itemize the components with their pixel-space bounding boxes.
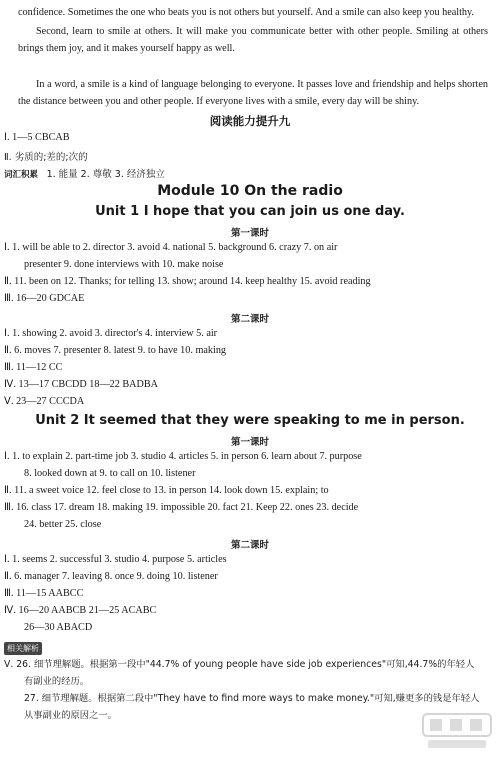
vocabulary-line xyxy=(4,166,165,180)
unit2-l2-answer-3: Ⅲ. 11—15 AABCC xyxy=(4,588,84,599)
unit1-l1-answer-2: presenter 9. done interviews with 10. make noise xyxy=(24,259,224,270)
unit1-lesson1-label: 第一课时 xyxy=(230,228,269,239)
reading-answer-2: Ⅱ. 劣质的;差的;次的 xyxy=(4,152,88,163)
unit1-l1-answer-4: Ⅲ. 16—20 GDCAE xyxy=(4,293,85,304)
unit2-l2-answer-1: Ⅰ. 1. seems 2. successful 3. studio 4. purpose 5. articles xyxy=(4,554,227,565)
unit1-lesson2-label: 第二课时 xyxy=(230,314,269,325)
unit2-l2-answer-2: Ⅱ. 6. manager 7. leaving 8. once 9. doing 10. listener xyxy=(4,571,218,582)
watermark-logo-icon xyxy=(422,713,492,751)
unit1-l2-answer-3: Ⅲ. 11—12 CC xyxy=(4,362,63,373)
unit1-l2-answer-2: Ⅱ. 6. moves 7. presenter 8. latest 9. to have 10. making xyxy=(4,345,227,356)
paragraph-2: Second, learn to smile at others. It will make you communicate better with other people. Smiling at others brings them joy, and it makes yourself happy as well. xyxy=(18,26,488,54)
unit2-l2-answer-5: 26—30 ABACD xyxy=(24,622,93,633)
unit1-title: Unit 1 I hope that you can join us one day. xyxy=(95,204,405,219)
reading-section-title: 阅读能力提升九 xyxy=(209,114,291,128)
analysis-26-line-2: 有副业的经历。 xyxy=(24,676,90,687)
unit1-l2-answer-4: Ⅳ. 13—17 CBCDD 18—22 BADBA xyxy=(4,379,159,390)
module-title: Module 10 On the radio xyxy=(157,183,343,199)
unit2-l1-answer-3: Ⅱ. 11. a sweet voice 12. feel close to 13. in person 14. look down 15. explain; to xyxy=(4,485,329,496)
unit2-lesson1-label: 第一课时 xyxy=(230,437,269,448)
unit1-l2-answer-1: Ⅰ. 1. showing 2. avoid 3. director's 4. interview 5. air xyxy=(4,328,218,339)
analysis-27-line-1: 27. 细节理解题。根据第二段中"They have to find more ways to make money."可知,赚更多的钱是年轻人 xyxy=(24,693,480,704)
paragraph-1: confidence. Sometimes the one who beats you is not others but yourself. And a smile can also keep you healthy. xyxy=(18,7,474,18)
unit2-l1-answer-5: 24. better 25. close xyxy=(24,519,102,530)
analysis-26-line-1: Ⅴ. 26. 细节理解题。根据第一段中"44.7% of young people have side job experiences"可知,44.7%的年轻人 xyxy=(4,659,475,670)
unit2-l2-answer-4: Ⅳ. 16—20 AABCB 21—25 ACABC xyxy=(4,605,157,616)
vocabulary-label: 词汇积累 xyxy=(4,170,39,180)
reading-answer-1: Ⅰ. 1—5 CBCAB xyxy=(4,132,70,143)
vocabulary-answers: 1. 能量 2. 尊敬 3. 经济独立 xyxy=(46,169,165,180)
unit2-title: Unit 2 It seemed that they were speaking to me in person. xyxy=(35,413,465,428)
analysis-27-line-2: 从事副业的原因之一。 xyxy=(24,710,117,721)
unit1-l1-answer-3: Ⅱ. 11. been on 12. Thanks; for telling 13. show; around 14. keep healthy 15. avoid reading xyxy=(4,276,371,287)
unit1-l2-answer-5: Ⅴ. 23—27 CCCDA xyxy=(4,396,85,407)
unit2-l1-answer-2: 8. looked down at 9. to call on 10. listener xyxy=(24,468,196,479)
paragraph-3: In a word, a smile is a kind of language belonging to everyone. It passes love and friendship and helps shorten the distance between you and other people. If everyone lives with a smile, every day will be shiny. xyxy=(18,79,488,107)
analysis-tag: 相关解析 xyxy=(4,638,42,656)
unit2-lesson2-label: 第二课时 xyxy=(230,540,269,551)
unit1-l1-answer-1: Ⅰ. 1. will be able to 2. director 3. avoid 4. national 5. background 6. crazy 7. on air xyxy=(4,242,338,253)
unit2-l1-answer-4: Ⅲ. 16. class 17. dream 18. making 19. impossible 20. fact 21. Keep 22. ones 23. decide xyxy=(4,502,359,513)
unit2-l1-answer-1: Ⅰ. 1. to explain 2. part-time job 3. studio 4. articles 5. in person 6. learn about 7. purpose xyxy=(4,451,362,462)
